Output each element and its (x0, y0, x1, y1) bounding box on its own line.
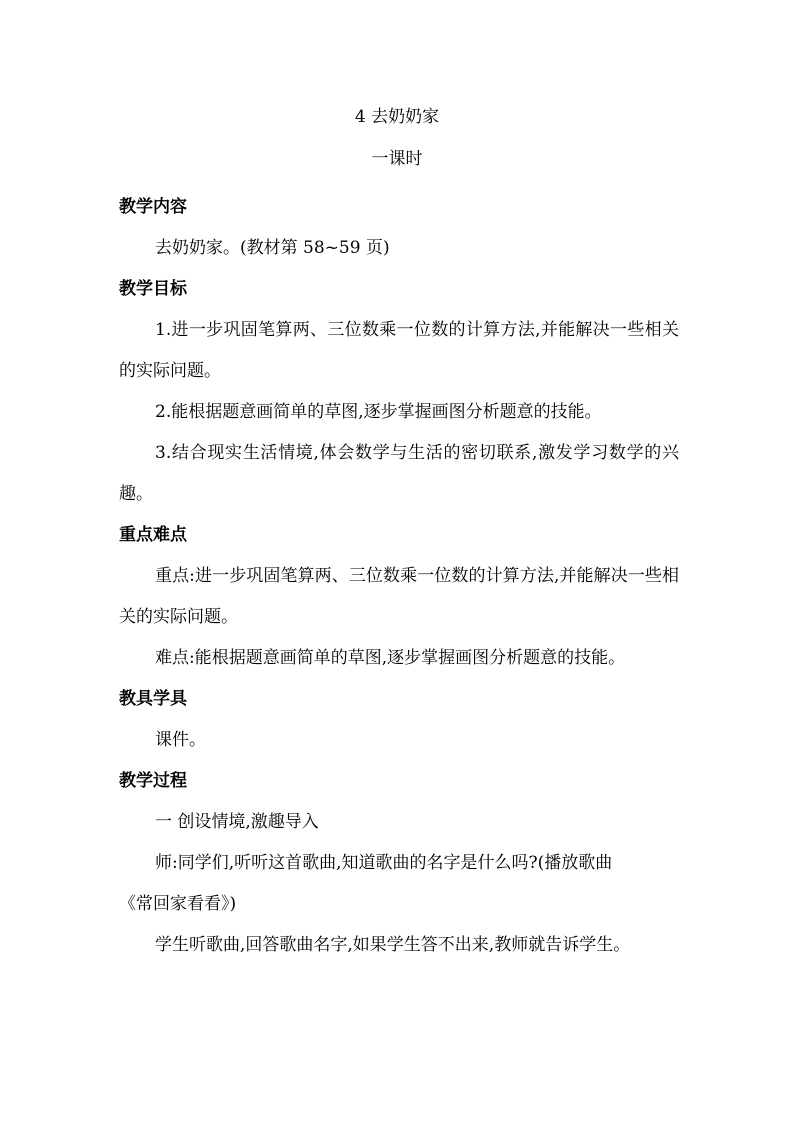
section-heading-keypoints: 重点难点 (119, 525, 187, 545)
goal-item-3: 3.结合现实生活情境,体会数学与生活的密切联系,激发学习数学的兴趣。 (119, 443, 679, 504)
lesson-title: 4 去奶奶家 (354, 107, 440, 127)
goal-item-2: 2.能根据题意画简单的草图,逐步掌握画图分析题意的技能。 (155, 402, 602, 422)
goal-item-1: 1.进一步巩固笔算两、三位数乘一位数的计算方法,并能解决一些相关的实际问题。 (119, 320, 679, 381)
section-heading-content: 教学内容 (119, 197, 187, 217)
process-step-1: 一 创设情境,激趣导入 (155, 812, 319, 832)
section-heading-tools: 教具学具 (119, 689, 187, 709)
tools-text: 课件。 (155, 730, 206, 750)
section-heading-goals: 教学目标 (119, 279, 187, 299)
key-point: 重点:进一步巩固笔算两、三位数乘一位数的计算方法,并能解决一些相关的实际问题。 (119, 566, 679, 627)
teacher-line-1: 师:同学们,听听这首歌曲,知道歌曲的名字是什么吗?(播放歌曲 (155, 853, 613, 873)
lesson-subtitle: 一课时 (371, 149, 423, 169)
teacher-line-2: 《常回家看看》) (119, 894, 237, 914)
lesson-body (119, 187, 679, 966)
difficult-point: 难点:能根据题意画简单的草图,逐步掌握画图分析题意的技能。 (155, 648, 626, 668)
student-response: 学生听歌曲,回答歌曲名字,如果学生答不出来,教师就告诉学生。 (155, 935, 631, 955)
content-text: 去奶奶家。(教材第 58~59 页) (155, 238, 390, 258)
section-heading-process: 教学过程 (119, 771, 187, 791)
